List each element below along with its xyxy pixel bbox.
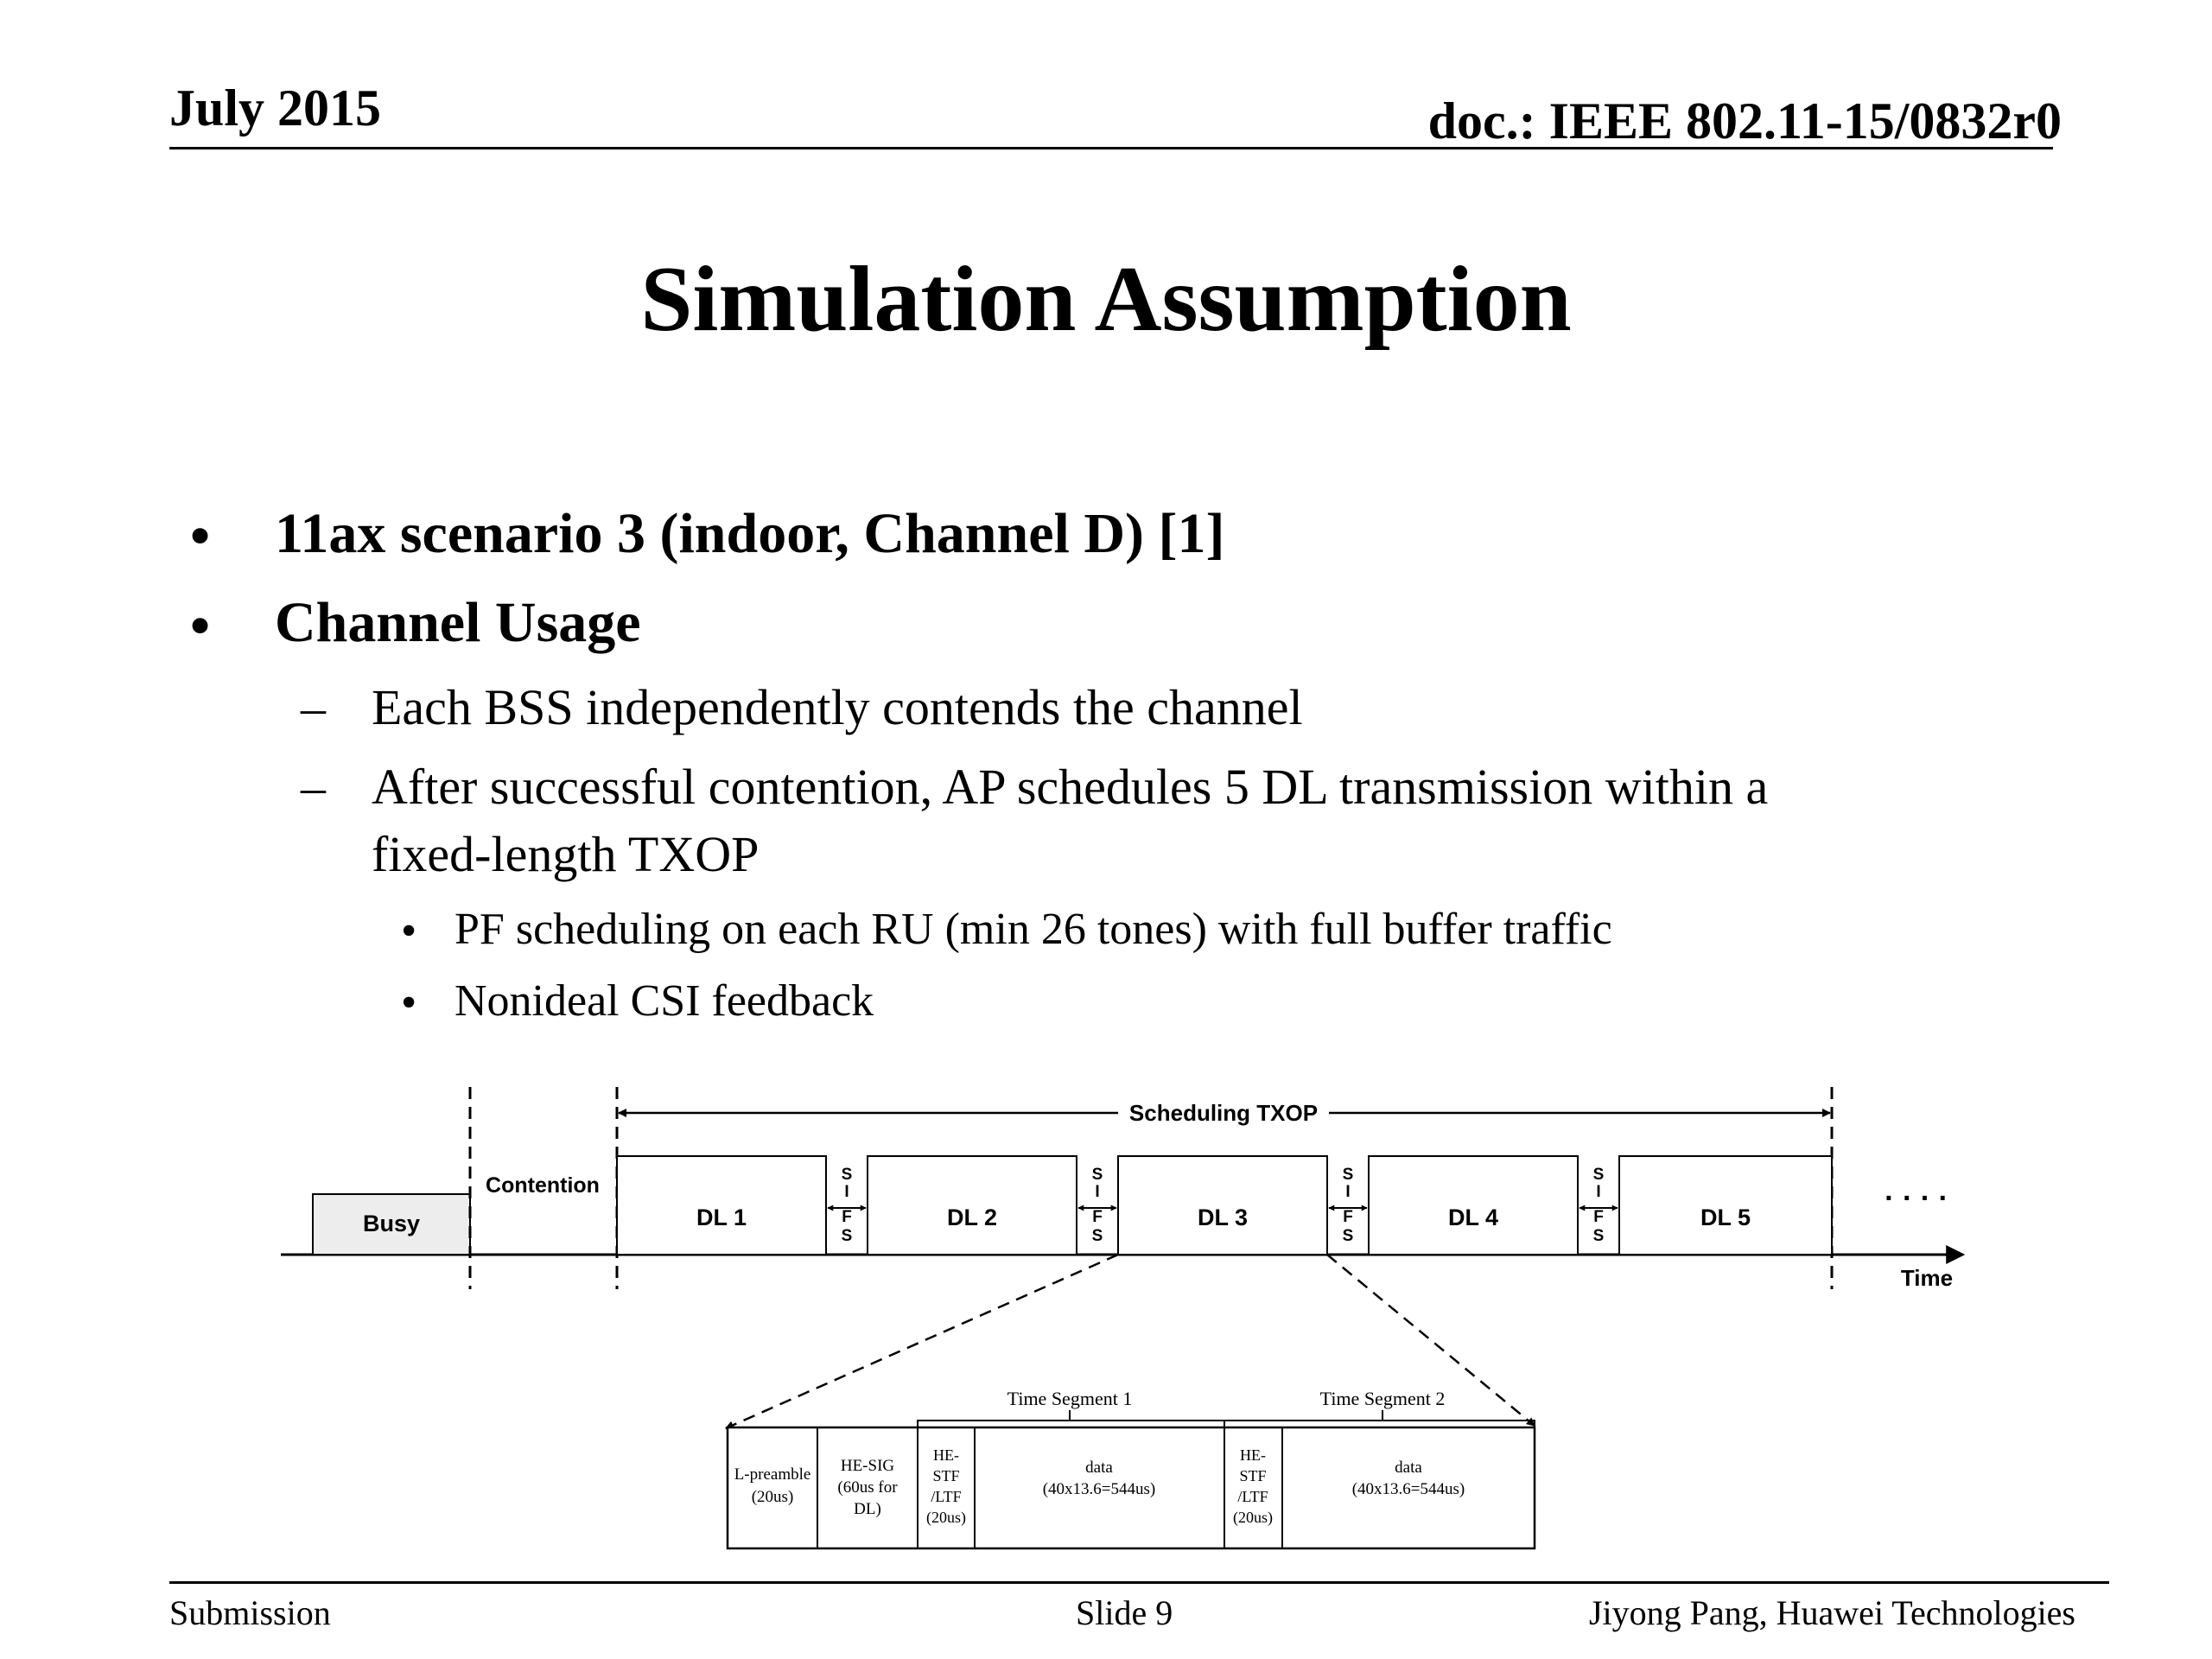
dl-label-3: DL 3 — [1197, 1205, 1249, 1230]
svg-text:data: data — [1395, 1459, 1422, 1477]
svg-text:I: I — [1345, 1183, 1351, 1201]
footer-submission: Submission — [169, 1593, 331, 1632]
subsubbullet-dot: • — [401, 978, 417, 1027]
svg-text:(40x13.6=544us): (40x13.6=544us) — [1351, 1480, 1465, 1498]
svg-text:I: I — [1095, 1183, 1100, 1201]
svg-text:/LTF: /LTF — [931, 1488, 962, 1505]
svg-text:HE-SIG: HE-SIG — [840, 1457, 895, 1475]
dl-label-2: DL 2 — [946, 1205, 998, 1230]
bullet-scenario: 11ax scenario 3 (indoor, Channel D) [1] — [275, 502, 1225, 565]
contention-label: Contention — [486, 1173, 600, 1198]
sifs-gap-4 — [1580, 1166, 1618, 1245]
svg-text:HE-: HE- — [933, 1446, 959, 1464]
svg-text:HE-: HE- — [1240, 1446, 1266, 1464]
svg-text:S: S — [1091, 1166, 1103, 1184]
svg-text:S: S — [1342, 1166, 1354, 1184]
svg-text:STF: STF — [932, 1467, 960, 1484]
bullet-channel-usage: Channel Usage — [275, 591, 641, 654]
svg-text:S: S — [1342, 1227, 1354, 1245]
subbullet-schedules-line1: After successful contention, AP schedules 5 DL transmission within a — [372, 759, 1769, 815]
subsubbullet-pf-scheduling: PF scheduling on each RU (min 26 tones) with full buffer traffic — [454, 905, 1612, 954]
footer-rule — [169, 1581, 2109, 1584]
frame-structure — [728, 1427, 1535, 1548]
busy-label: Busy — [362, 1211, 421, 1236]
svg-text:(20us): (20us) — [1233, 1509, 1273, 1526]
dl-label-4: DL 4 — [1447, 1205, 1499, 1230]
svg-text:(20us): (20us) — [926, 1509, 966, 1526]
bullet-dot: • — [190, 594, 211, 658]
svg-text:F: F — [1092, 1208, 1103, 1226]
subsubbullet-dot: • — [401, 906, 417, 956]
svg-text:(40x13.6=544us): (40x13.6=544us) — [1042, 1480, 1156, 1498]
svg-text:S: S — [1091, 1227, 1103, 1245]
svg-text:F: F — [1593, 1208, 1604, 1226]
dl-label-5: DL 5 — [1700, 1205, 1751, 1230]
svg-text:I: I — [1596, 1183, 1601, 1201]
subbullet-dash: – — [301, 759, 326, 815]
svg-text:STF: STF — [1239, 1467, 1267, 1484]
time-segment-2-label: Time Segment 2 — [1319, 1388, 1446, 1409]
header-date: July 2015 — [169, 79, 382, 137]
slide-title: Simulation Assumption — [640, 248, 1572, 351]
svg-text:DL): DL) — [854, 1500, 881, 1518]
header-doc-id: doc.: IEEE 802.11-15/0832r0 — [1427, 92, 2062, 149]
svg-text:(60us for: (60us for — [837, 1478, 898, 1497]
sifs-gap-3 — [1329, 1166, 1367, 1245]
time-axis-label: Time — [1900, 1265, 1954, 1291]
bullet-dot: • — [190, 505, 211, 568]
svg-text:L-preamble: L-preamble — [734, 1465, 811, 1484]
sifs-gap-1 — [828, 1166, 866, 1245]
svg-text:S: S — [1592, 1166, 1605, 1184]
dl-label-1: DL 1 — [696, 1205, 747, 1230]
subbullet-contends: Each BSS independently contends the channel — [372, 679, 1303, 735]
svg-text:F: F — [1343, 1208, 1353, 1226]
svg-text:F: F — [842, 1208, 852, 1226]
svg-text:S: S — [841, 1227, 853, 1245]
subsubbullet-csi: Nonideal CSI feedback — [454, 976, 874, 1026]
txop-label: Scheduling TXOP — [1128, 1100, 1319, 1126]
subbullet-schedules-line2: fixed-length TXOP — [372, 826, 760, 882]
subbullet-dash: – — [301, 679, 326, 735]
footer-author: Jiyong Pang, Huawei Technologies — [1588, 1593, 2075, 1632]
svg-text:S: S — [1592, 1227, 1605, 1245]
dl-blocks — [617, 1156, 1832, 1255]
footer-slide-number: Slide 9 — [1076, 1593, 1173, 1632]
svg-text:S: S — [841, 1166, 853, 1184]
svg-text:data: data — [1085, 1459, 1113, 1477]
sifs-gap-2 — [1078, 1166, 1116, 1245]
svg-text:I: I — [844, 1183, 849, 1201]
continuation-dots: · · · · — [1885, 1182, 1948, 1215]
time-segment-1-label: Time Segment 1 — [1007, 1388, 1133, 1409]
svg-text:/LTF: /LTF — [1237, 1488, 1268, 1505]
svg-text:(20us): (20us) — [751, 1488, 794, 1506]
